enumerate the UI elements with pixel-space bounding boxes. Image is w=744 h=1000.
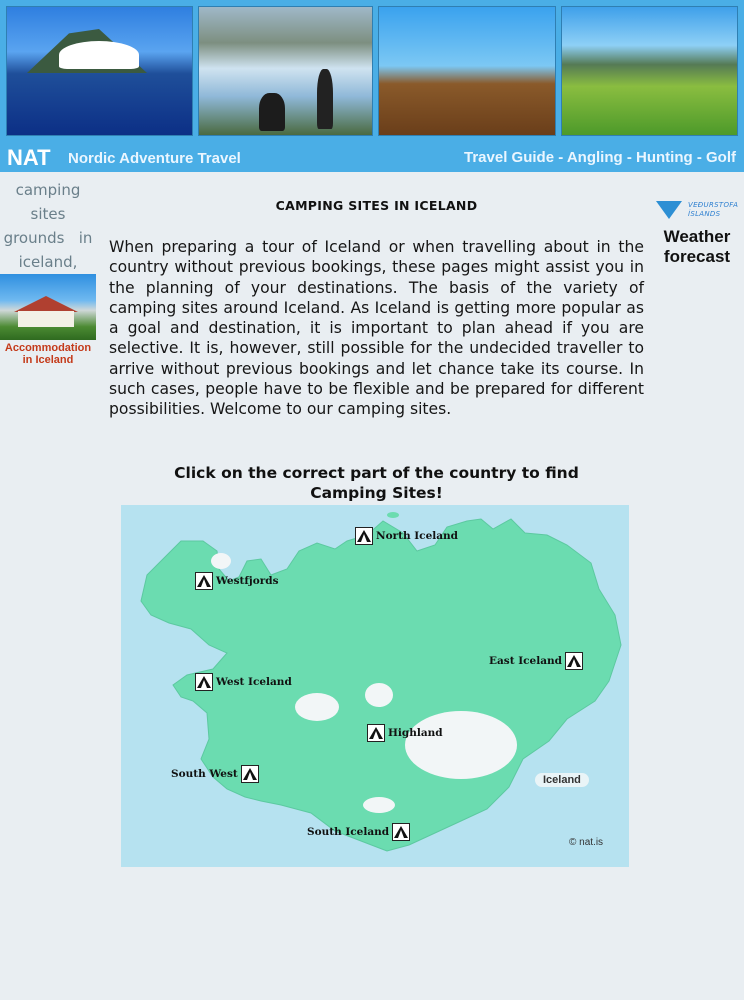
region-east-iceland[interactable]: [489, 652, 583, 670]
map-copyright: © nat.is: [569, 837, 604, 848]
region-north-iceland[interactable]: [355, 527, 458, 545]
house-roof: [14, 296, 78, 312]
sidebar-link-grounds[interactable]: grounds in: [3, 229, 93, 247]
site-header: [0, 0, 744, 172]
region-label: South West: [171, 768, 238, 780]
grimsey-island: [387, 512, 399, 518]
nav-golf[interactable]: Golf: [706, 149, 736, 166]
site-brand[interactable]: Nordic Adventure Travel: [68, 150, 241, 167]
tent-icon: [355, 527, 373, 545]
vedurstofa-logo[interactable]: [656, 201, 739, 223]
header-photo-volcano: [6, 6, 193, 136]
logo-text-line: VEÐURSTOFA: [688, 201, 739, 209]
nav-separator: -: [692, 149, 706, 166]
region-label: Highland: [388, 727, 443, 739]
region-label: West Iceland: [216, 676, 292, 688]
snowcap-shape: [59, 41, 139, 69]
tent-icon: [367, 724, 385, 742]
region-label: South Iceland: [307, 826, 390, 838]
accommodation-image[interactable]: [0, 274, 96, 340]
vatnajokull-glacier: [405, 711, 517, 779]
hofsjokull-glacier: [365, 683, 393, 707]
langjokull-glacier: [295, 693, 339, 721]
page-title: CAMPING SITES IN ICELAND: [275, 198, 478, 213]
angler-figure: [259, 93, 285, 131]
tent-icon: [195, 673, 213, 691]
weather-forecast-link[interactable]: Weather forecast: [663, 227, 731, 266]
region-west-iceland[interactable]: [195, 673, 292, 691]
tent-icon: [392, 823, 410, 841]
map-country-label: Iceland: [535, 773, 589, 787]
top-nav: [464, 149, 736, 166]
region-westfjords[interactable]: [195, 572, 278, 590]
sidebar-link-sites[interactable]: sites: [30, 205, 66, 223]
tent-icon: [565, 652, 583, 670]
sidebar-links: [0, 178, 96, 274]
sidebar-link-camping[interactable]: camping: [15, 181, 81, 199]
nav-hunting[interactable]: Hunting: [636, 149, 693, 166]
region-label: Westfjords: [216, 575, 279, 587]
map-instruction: Click on the correct part of the country to find Camping Sites!: [174, 464, 579, 502]
logo-text-line: ÍSLANDS: [688, 210, 721, 218]
nav-travel-guide[interactable]: Travel Guide: [464, 149, 555, 166]
sidebar-link-iceland[interactable]: iceland,: [18, 253, 78, 271]
header-photo-birds: [378, 6, 556, 136]
intro-paragraph: When preparing a tour of Iceland or when travelling about in the country without previous bookings, these pages might assist you in the planning of your destinations. The basis of the variety of camping sites around Iceland. As Iceland is getting more popular as a goal and destination, it is important to plan ahead if you are selective. It is, however, still possible for the undecided traveller to arrive without previous bookings and let chance take its course. In such cases, people have to be flexible and be prepared for different possibilities. Welcome to our camping sites.: [109, 238, 644, 419]
region-south-iceland[interactable]: [307, 823, 410, 841]
region-label: North Iceland: [376, 530, 459, 542]
header-photo-golf: [561, 6, 738, 136]
region-south-west[interactable]: [171, 765, 259, 783]
vedurstofa-icon: [656, 201, 682, 219]
accommodation-link[interactable]: Accommodation in Iceland: [4, 342, 92, 366]
drangajokull-glacier: [211, 553, 231, 569]
tent-icon: [241, 765, 259, 783]
myrdalsjokull-glacier: [363, 797, 395, 813]
nav-angling[interactable]: Angling: [566, 149, 623, 166]
tent-icon: [195, 572, 213, 590]
vedurstofa-logo-text: [688, 201, 738, 219]
nav-separator: -: [622, 149, 636, 166]
angler-figure: [317, 69, 333, 129]
region-highland[interactable]: [367, 724, 443, 742]
nav-separator: -: [554, 149, 567, 166]
header-photo-angling: [198, 6, 373, 136]
iceland-map[interactable]: [121, 505, 629, 867]
region-label: East Iceland: [489, 655, 562, 667]
house-shape: [18, 311, 74, 327]
site-logo[interactable]: NAT: [7, 145, 51, 170]
